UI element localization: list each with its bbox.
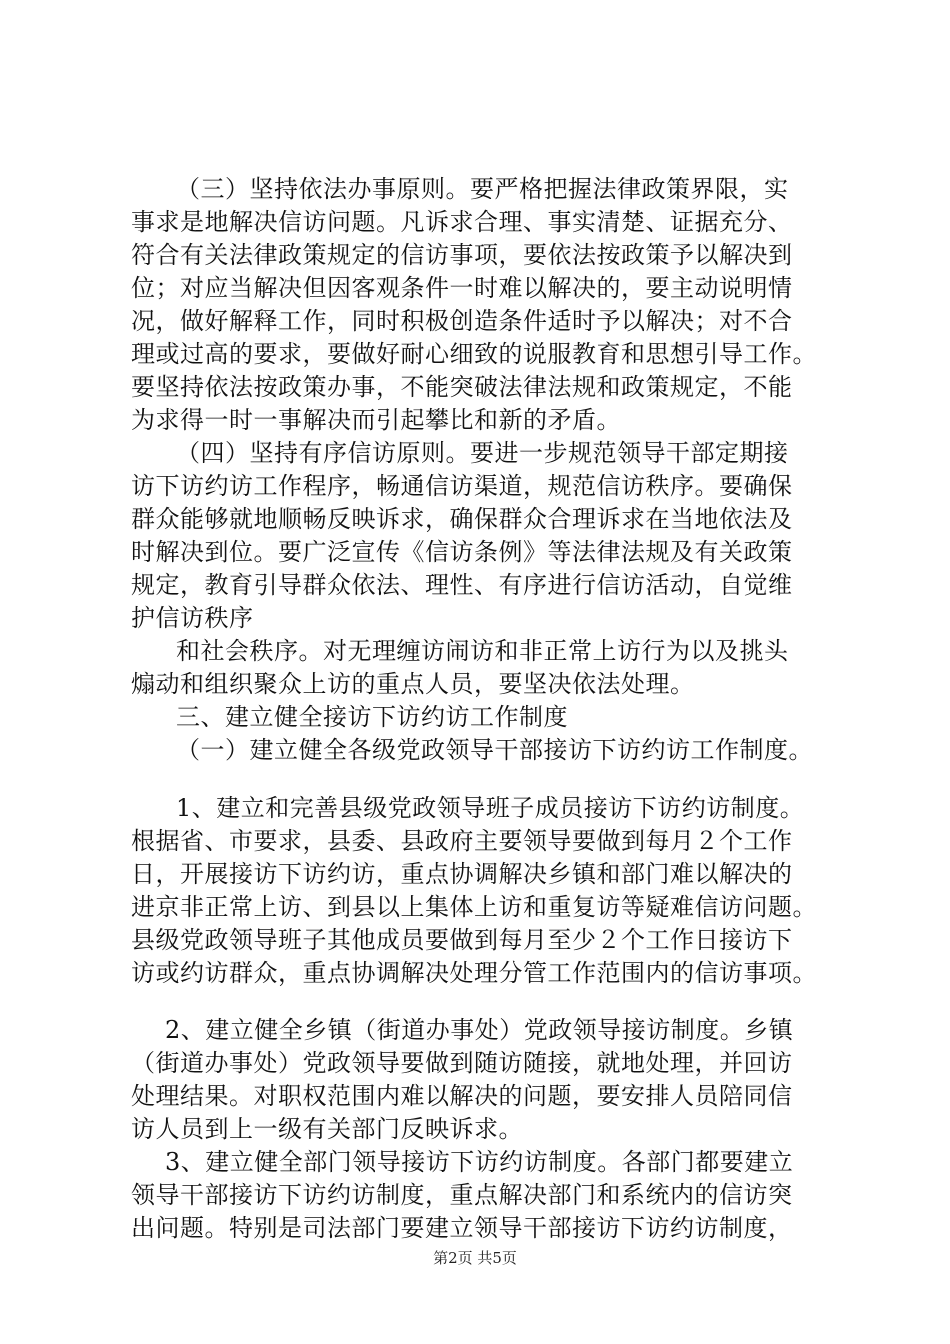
page-number-footer: 第2页 共5页	[433, 1249, 517, 1267]
text-line: 煽动和组织聚众上访的重点人员，要坚决依法处理。	[131, 670, 695, 698]
text-line: 县级党政领导班子其他成员要做到每月至少２个工作日接访下	[131, 926, 793, 954]
text-line: 访或约访群众，重点协调解决处理分管工作范围内的信访事项。	[131, 959, 817, 987]
text-line: 况，做好解释工作，同时积极创造条件适时予以解决；对不合	[131, 307, 793, 335]
text-line: （三）坚持依法办事原则。要严格把握法律政策界限，实	[176, 175, 789, 203]
section-heading: 三、建立健全接访下访约访工作制度	[176, 703, 568, 731]
text-line: 事求是地解决信访问题。凡诉求合理、事实清楚、证据充分、	[131, 208, 793, 236]
text-line: （街道办事处）党政领导要做到随访随接，就地处理，并回访	[131, 1049, 793, 1077]
text-line: 群众能够就地顺畅反映诉求，确保群众合理诉求在当地依法及	[131, 505, 793, 533]
text-line: 理或过高的要求，要做好耐心细致的说服教育和思想引导工作。	[131, 340, 817, 368]
text-line: 进京非正常上访、到县以上集体上访和重复访等疑难信访问题。	[131, 893, 817, 921]
text-line: 为求得一时一事解决而引起攀比和新的矛盾。	[131, 406, 621, 434]
text-line: 护信访秩序	[131, 604, 254, 632]
subsection-heading: （一）建立健全各级党政领导干部接访下访约访工作制度。	[176, 736, 813, 764]
text-line: 访人员到上一级有关部门反映诉求。	[131, 1115, 523, 1143]
text-line: 出问题。特别是司法部门要建立领导干部接访下访约访制度，	[131, 1214, 793, 1242]
text-line: 处理结果。对职权范围内难以解决的问题，要安排人员陪同信	[131, 1082, 793, 1110]
text-line: 3、建立健全部门领导接访下访约访制度。各部门都要建立	[165, 1148, 794, 1176]
text-line: 领导干部接访下访约访制度，重点解决部门和系统内的信访突	[131, 1181, 793, 1209]
text-line: 访下访约访工作程序，畅通信访渠道，规范信访秩序。要确保	[131, 472, 793, 500]
text-line: 2、建立健全乡镇（街道办事处）党政领导接访制度。乡镇	[165, 1016, 794, 1044]
text-line: 1、建立和完善县级党政领导班子成员接访下访约访制度。	[176, 794, 805, 822]
text-line: 和社会秩序。对无理缠访闹访和非正常上访行为以及挑头	[176, 637, 789, 665]
text-line: 规定，教育引导群众依法、理性、有序进行信访活动，自觉维	[131, 571, 793, 599]
text-line: （四）坚持有序信访原则。要进一步规范领导干部定期接	[176, 439, 789, 467]
text-line: 位；对应当解决但因客观条件一时难以解决的，要主动说明情	[131, 274, 793, 302]
text-line: 日，开展接访下访约访，重点协调解决乡镇和部门难以解决的	[131, 860, 793, 888]
text-line: 根据省、市要求，县委、县政府主要领导要做到每月２个工作	[131, 827, 793, 855]
text-line: 时解决到位。要广泛宣传《信访条例》等法律法规及有关政策	[131, 538, 793, 566]
text-line: 符合有关法律政策规定的信访事项，要依法按政策予以解决到	[131, 241, 793, 269]
text-line: 要坚持依法按政策办事，不能突破法律法规和政策规定，不能	[131, 373, 793, 401]
